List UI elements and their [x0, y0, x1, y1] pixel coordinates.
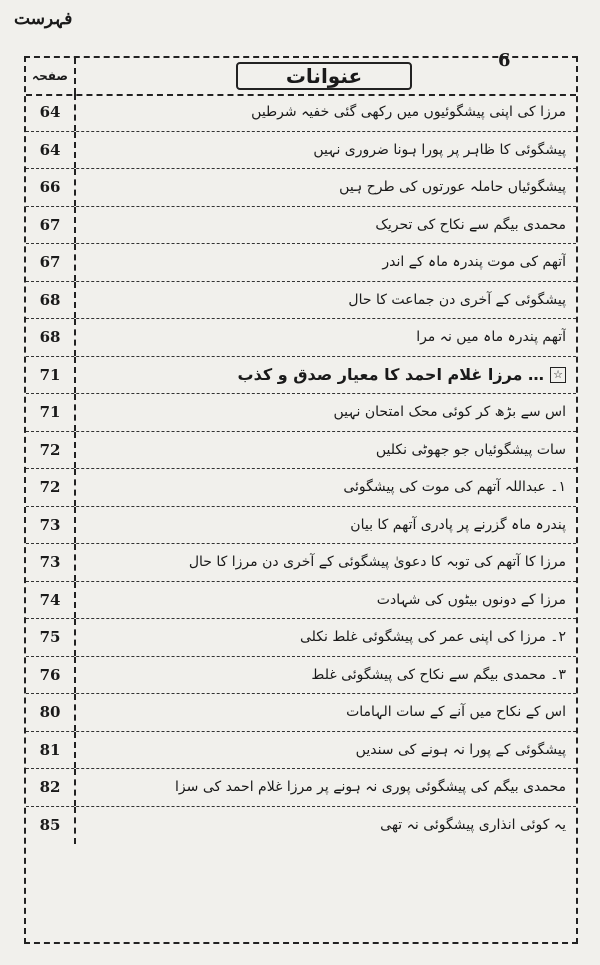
toc-row-title — [82, 94, 566, 131]
toc-row — [26, 807, 576, 845]
table-of-contents — [24, 56, 578, 944]
toc-row-title-text: اس کے نکاح میں آنے کے سات الہامات — [346, 704, 566, 721]
toc-row-title-text: یہ کوئی انذاری پیشگوئی نہ تھی — [380, 817, 566, 834]
toc-row-page: 67 — [26, 207, 76, 244]
page-column-header: صفحہ — [26, 58, 76, 94]
toc-row — [26, 94, 576, 132]
toc-row-title-text: پیشگوئی کے پورا نہ ہونے کی سندیں — [355, 741, 566, 758]
toc-row-title — [82, 732, 566, 769]
toc-row — [26, 357, 576, 395]
toc-row-title-text: محمدی بیگم سے نکاح کی تحریک — [375, 216, 566, 233]
toc-row-page: 68 — [26, 319, 76, 356]
toc-row-title — [82, 582, 566, 619]
toc-row-page: 73 — [26, 544, 76, 581]
toc-row — [26, 169, 576, 207]
toc-row — [26, 244, 576, 282]
toc-row — [26, 432, 576, 470]
toc-row — [26, 319, 576, 357]
toc-row-title — [82, 469, 566, 506]
toc-row-title — [82, 132, 566, 169]
toc-row-title — [82, 282, 566, 319]
toc-row-title — [82, 619, 566, 656]
toc-row-title-text: پیشگوئیاں حاملہ عورتوں کی طرح ہیں — [339, 179, 566, 196]
toc-row-page: 71 — [26, 357, 76, 394]
toc-rows — [26, 94, 576, 942]
toc-row-title-text: مرزا کے دونوں بیٹوں کی شہادت — [376, 591, 566, 608]
toc-row — [26, 694, 576, 732]
toc-row-page: 75 — [26, 619, 76, 656]
toc-row-title-text: آتھم پندرہ ماہ میں نہ مرا — [416, 329, 566, 346]
toc-row-title — [82, 169, 566, 206]
toc-row-title — [82, 394, 566, 431]
toc-row — [26, 657, 576, 695]
toc-row-page: 64 — [26, 132, 76, 169]
toc-row-title — [82, 244, 566, 281]
toc-row — [26, 207, 576, 245]
toc-row-title-text: آتھم کی موت پندرہ ماہ کے اندر — [382, 254, 566, 271]
toc-row-page: 67 — [26, 244, 76, 281]
toc-row-title-text: پیشگوئی کا ظاہر پر پورا ہونا ضروری نہیں — [313, 141, 566, 158]
toc-row-page: 81 — [26, 732, 76, 769]
toc-row — [26, 469, 576, 507]
toc-row-title-text: اس سے بڑھ کر کوئی محک امتحان نہیں — [333, 404, 566, 421]
toc-row — [26, 544, 576, 582]
toc-header — [26, 58, 576, 96]
toc-row — [26, 582, 576, 620]
toc-row-title — [82, 657, 566, 694]
toc-row — [26, 282, 576, 320]
toc-row-page: 80 — [26, 694, 76, 731]
running-head: فہرست — [14, 9, 73, 29]
toc-row-title — [82, 544, 566, 581]
toc-row-page: 64 — [26, 94, 76, 131]
toc-row — [26, 769, 576, 807]
toc-row-title-text: … مرزا غلام احمد کا معیار صدق و کذب — [237, 365, 544, 385]
toc-row — [26, 132, 576, 170]
title-column-header: عنوانات — [236, 62, 412, 90]
toc-row-title-text: پندرہ ماہ گزرنے پر پادری آتھم کا بیان — [350, 516, 566, 533]
toc-row-title-text: مرزا کا آتھم کی توبہ کا دعویٰ پیشگوئی کے آخری دن مرزا کا حال — [188, 554, 566, 571]
toc-row-title-text: پیشگوئی کے آخری دن جماعت کا حال — [348, 291, 566, 308]
toc-row-title-text: ۳۔ محمدی بیگم سے نکاح کی پیشگوئی غلط — [311, 666, 566, 683]
toc-row-page: 76 — [26, 657, 76, 694]
toc-row-page: 72 — [26, 432, 76, 469]
toc-row-title — [82, 207, 566, 244]
toc-row-title — [82, 319, 566, 356]
toc-row-title-text: محمدی بیگم کی پیشگوئی پوری نہ ہونے پر مرزا غلام احمد کی سزا — [175, 779, 566, 796]
toc-row-title — [82, 807, 566, 845]
toc-row-title-text: ۱۔ عبداللہ آتھم کی موت کی پیشگوئی — [343, 479, 566, 496]
toc-row-title — [82, 432, 566, 469]
toc-row — [26, 394, 576, 432]
toc-row — [26, 732, 576, 770]
toc-row-title — [82, 694, 566, 731]
toc-row-page: 71 — [26, 394, 76, 431]
toc-row-title — [82, 357, 566, 394]
toc-row-page: 85 — [26, 807, 76, 845]
toc-row-page: 73 — [26, 507, 76, 544]
page-number: 6 — [498, 50, 511, 71]
star-icon: ☆ — [550, 367, 566, 383]
toc-row — [26, 619, 576, 657]
toc-row-page: 72 — [26, 469, 76, 506]
toc-row-page: 66 — [26, 169, 76, 206]
toc-row-title — [82, 769, 566, 806]
toc-row — [26, 507, 576, 545]
toc-row-page: 82 — [26, 769, 76, 806]
toc-row-title-text: سات پیشگوئیاں جو جھوٹی نکلیں — [375, 441, 566, 458]
toc-row-title-text: ۲۔ مرزا کی اپنی عمر کی پیشگوئی غلط نکلی — [299, 629, 566, 646]
toc-row-title — [82, 507, 566, 544]
toc-row-title-text: مرزا کی اپنی پیشگوئیوں میں رکھی گئی خفیہ شرطیں — [251, 104, 566, 121]
toc-row-page: 74 — [26, 582, 76, 619]
toc-row-page: 68 — [26, 282, 76, 319]
